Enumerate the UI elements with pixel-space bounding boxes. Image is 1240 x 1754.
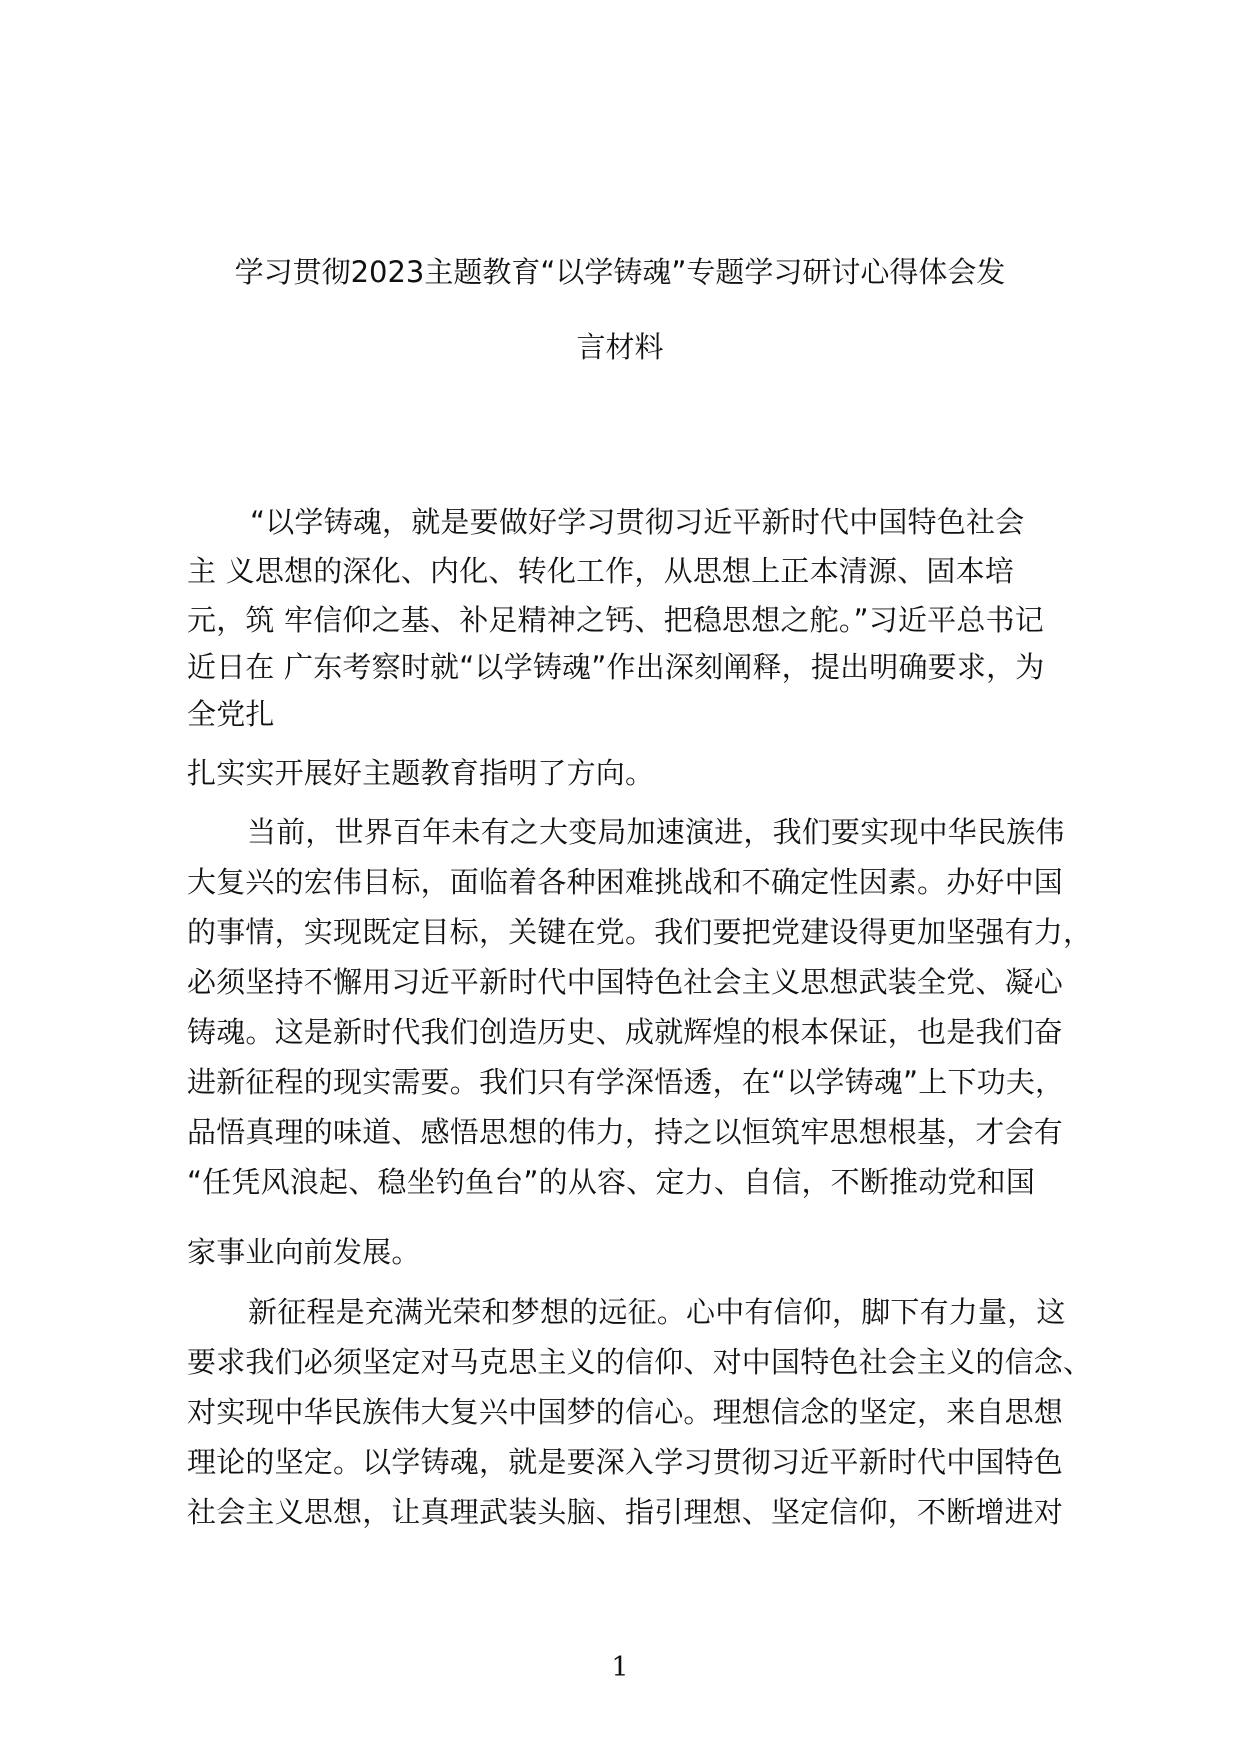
document-title-line-2: 言材料 [576,330,664,364]
paragraph-3-line-1: 新征程是充满光荣和梦想的远征。心中有信仰，脚下有力量，这 [248,1295,1066,1329]
paragraph-2-line-9: 家事业向前发展。 [187,1235,421,1269]
paragraph-2-line-2: 大复兴的宏伟目标，面临着各种困难挑战和不确定性因素。办好中国 [187,865,1064,899]
paragraph-2-line-3: 的事情，实现既定目标，关键在党。我们要把党建设得更加坚强有力， [187,915,1093,949]
paragraph-1-line-6: 扎实实开展好主题教育指明了方向。 [187,756,655,790]
page-number: 1 [611,1652,629,1683]
paragraph-2-line-5: 铸魂。这是新时代我们创造历史、成就辉煌的根本保证，也是我们奋 [187,1015,1064,1049]
paragraph-1-line-2: 主 义思想的深化、内化、转化工作，从思想上正本清源、固本培 [187,554,1015,588]
paragraph-3-line-2: 要求我们必须坚定对马克思主义的信仰、对中国特色社会主义的信念、 [187,1345,1093,1379]
paragraph-2-line-4: 必须坚持不懈用习近平新时代中国特色社会主义思想武装全党、凝心 [187,965,1064,999]
document-title-line-1: 学习贯彻2023主题教育“以学铸魂”专题学习研讨心得体会发 [234,255,1006,289]
paragraph-1-line-1: “以学铸魂，就是要做好学习贯彻习近平新时代中国特色社会 [250,505,1025,539]
paragraph-3-line-5: 社会主义思想，让真理武装头脑、指引理想、坚定信仰，不断增进对 [187,1495,1064,1529]
paragraph-1-line-5: 全党扎 [187,697,275,731]
paragraph-2-line-7: 品悟真理的味道、感悟思想的伟力，持之以恒筑牢思想根基，才会有 [187,1115,1064,1149]
paragraph-2-line-1: 当前，世界百年未有之大变局加速演进，我们要实现中华民族伟 [247,815,1065,849]
paragraph-3-line-3: 对实现中华民族伟大复兴中国梦的信心。理想信念的坚定，来自思想 [187,1395,1064,1429]
paragraph-2-line-8: “任凭风浪起、稳坐钓鱼台”的从容、定力、自信，不断推动党和国 [187,1165,1036,1199]
paragraph-2-line-6: 进新征程的现实需要。我们只有学深悟透，在“以学铸魂”上下功夫， [187,1065,1065,1099]
paragraph-1-line-4: 近日在 广东考察时就“以学铸魂”作出深刻阐释，提出明确要求，为 [187,650,1045,684]
paragraph-3-line-4: 理论的坚定。以学铸魂，就是要深入学习贯彻习近平新时代中国特色 [187,1445,1064,1479]
paragraph-1-line-3: 元，筑 牢信仰之基、补足精神之钙、把稳思想之舵。”习近平总书记 [187,603,1044,637]
